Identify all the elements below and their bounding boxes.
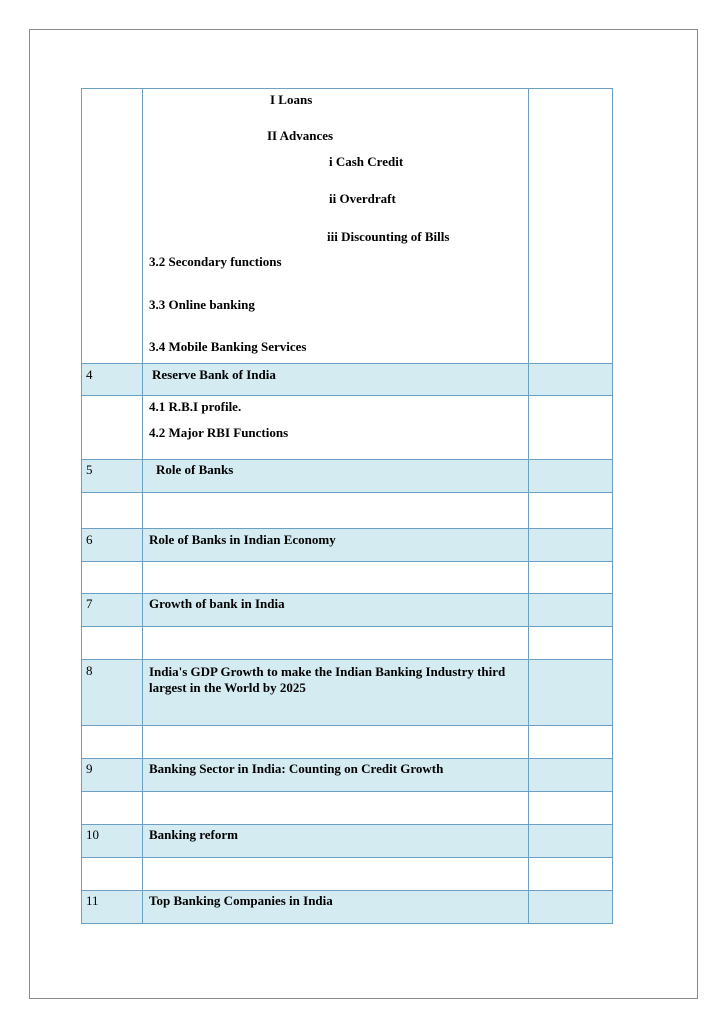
section-title: Banking Sector in India: Counting on Credit Growth (149, 761, 444, 776)
table-row (82, 858, 613, 891)
table-row (82, 364, 613, 396)
section-title: Role of Banks in Indian Economy (149, 532, 336, 547)
table-row (82, 660, 613, 726)
toc-item-discounting: iii Discounting of Bills (327, 229, 450, 244)
toc-item-overdraft: ii Overdraft (329, 191, 396, 206)
toc-item-rbi-functions: 4.2 Major RBI Functions (149, 425, 289, 440)
table-row (82, 792, 613, 825)
table-row (82, 825, 613, 858)
toc-item-online-banking: 3.3 Online banking (149, 297, 255, 312)
section-number: 11 (86, 893, 99, 908)
table-row (82, 493, 613, 529)
section-number: 8 (86, 663, 93, 678)
toc-item-advances: II Advances (267, 128, 334, 143)
toc-item-secondary-functions: 3.2 Secondary functions (149, 254, 282, 269)
table-row (82, 627, 613, 660)
section-title: Top Banking Companies in India (149, 893, 333, 908)
toc-item-loans: I Loans (270, 92, 313, 107)
toc-item-mobile-banking: 3.4 Mobile Banking Services (149, 339, 307, 354)
section-title: India's GDP Growth to make the Indian Banking Industry third largest in the World by 2025 (149, 664, 506, 695)
section-title: Reserve Bank of India (152, 367, 276, 382)
table-row (82, 759, 613, 792)
table-row (82, 562, 613, 594)
table-row (82, 460, 613, 493)
table-row (82, 726, 613, 759)
section-title: Banking reform (149, 827, 238, 842)
section-number: 9 (86, 761, 93, 776)
toc-item-rbi-profile: 4.1 R.B.I profile. (149, 399, 242, 414)
toc-item-cash-credit: i Cash Credit (329, 154, 404, 169)
table-row (82, 396, 613, 460)
section-number: 7 (86, 596, 93, 611)
section-title: Growth of bank in India (149, 596, 285, 611)
table-row (82, 594, 613, 627)
section-number: 10 (86, 827, 99, 842)
section-number: 5 (86, 462, 93, 477)
section-number: 4 (86, 367, 93, 382)
table-row (82, 891, 613, 924)
table-row (82, 89, 613, 364)
table-row (82, 529, 613, 562)
section-title: Role of Banks (156, 462, 234, 477)
section-number: 6 (86, 532, 93, 547)
contents-table (81, 88, 613, 924)
